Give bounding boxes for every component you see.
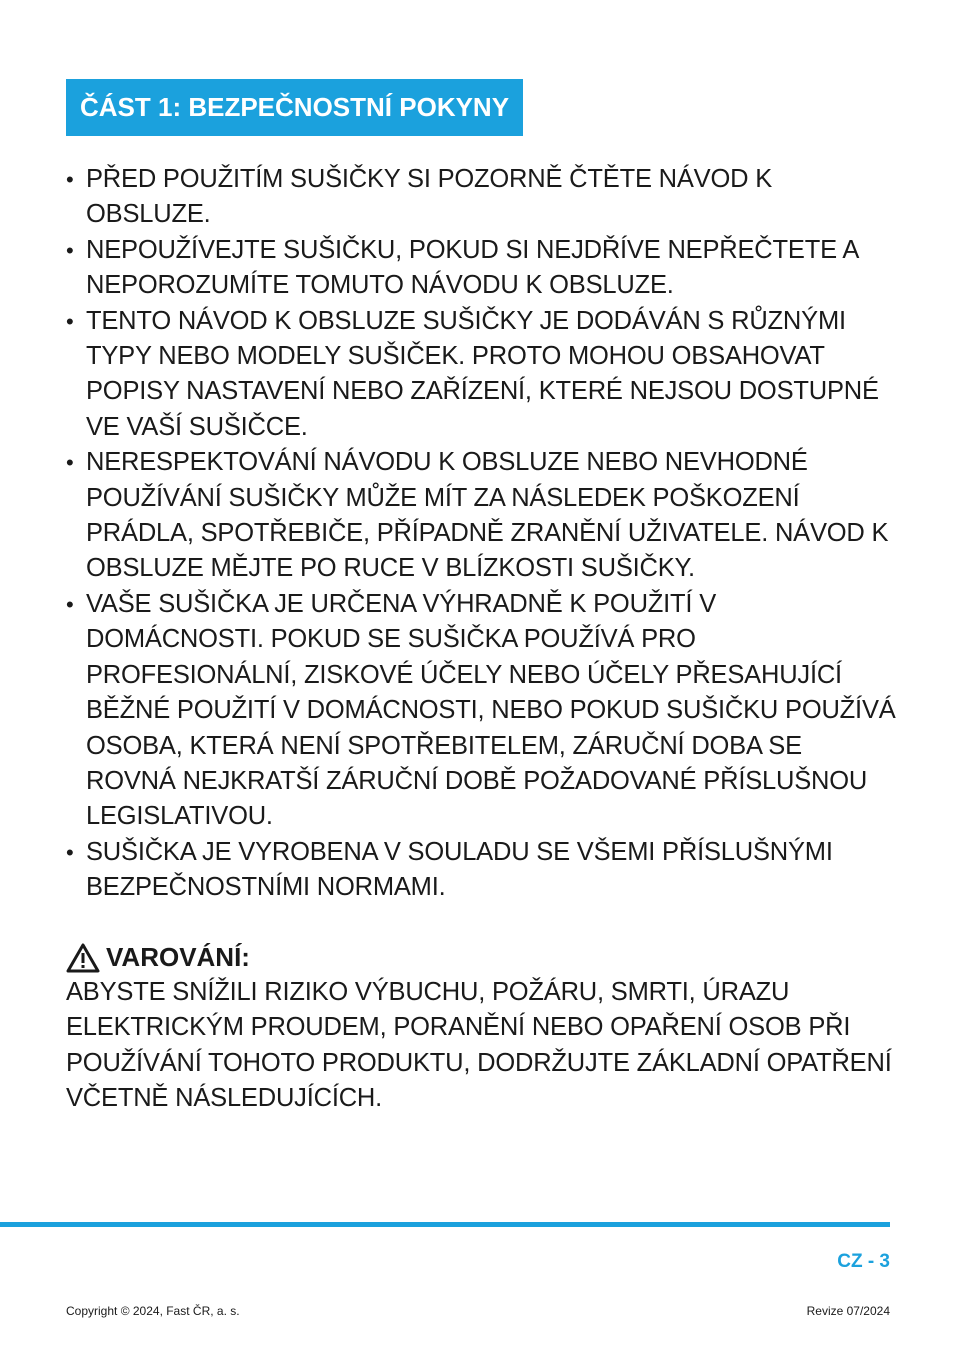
bullet-point: • xyxy=(66,450,74,476)
bullet-point: • xyxy=(66,839,74,865)
warning-title: VAROVÁNÍ: xyxy=(106,942,250,972)
copyright-text: Copyright © 2024, Fast ČR, a. s. xyxy=(66,1304,240,1318)
list-item-text: PŘED POUŽITÍM SUŠIČKY SI POZORNĚ ČTĚTE NÁVOD K OBSLUZE. xyxy=(86,165,773,229)
list-item-text: NERESPEKTOVÁNÍ NÁVODU K OBSLUZE NEBO NEVHODNÉ POUŽÍVÁNÍ SUŠIČKY MŮŽE MÍT ZA NÁSLEDEK POŠKOZENÍ PRÁDLA, SPOTŘEBIČE, PŘÍPADNĚ ZRANĚNÍ UŽIVATELE. NÁVOD K OBSLUZE MĚJTE PO RUCE V BLÍZKOSTI SUŠIČKY. xyxy=(86,448,889,583)
list-item xyxy=(66,162,896,233)
list-item xyxy=(66,835,896,906)
bullet-point: • xyxy=(66,237,74,263)
list-item xyxy=(66,445,896,587)
footer-divider xyxy=(0,1222,890,1227)
safety-instructions-list xyxy=(66,162,896,906)
list-item-text: NEPOUŽÍVEJTE SUŠIČKU, POKUD SI NEJDŘÍVE NEPŘEČTETE A NEPOROZUMÍTE TOMUTO NÁVODU K OBSLUZE. xyxy=(86,235,858,300)
list-item-text: VAŠE SUŠIČKA JE URČENA VÝHRADNĚ K POUŽITÍ V DOMÁCNOSTI. POKUD SE SUŠIČKA POUŽÍVÁ PRO PROFESIONÁLNÍ, ZISKOVÉ ÚČELY NEBO ÚČELY PŘESAHUJÍCÍ BĚŽNÉ POUŽITÍ V DOMÁCNOSTI, NEBO POKUD SUŠIČKU POUŽÍVÁ OSOBA, KTERÁ NENÍ SPOTŘEBITELEM, ZÁRUČNÍ DOBA SE ROVNÁ NEJKRATŠÍ ZÁRUČNÍ DOBĚ POŽADOVANÉ PŘÍSLUŠNOU LEGISLATIVOU. xyxy=(86,589,896,831)
list-item xyxy=(66,233,896,304)
list-item-text: TENTO NÁVOD K OBSLUZE SUŠIČKY JE DODÁVÁN S RŮZNÝMI TYPY NEBO MODELY SUŠIČEK. PROTO MOHOU OBSAHOVAT POPISY NASTAVENÍ NEBO ZAŘÍZENÍ, KTERÉ NEJSOU DOSTUPNÉ VE VAŠÍ SUŠIČCE. xyxy=(86,306,879,441)
warning-heading xyxy=(66,940,896,975)
warning-triangle-icon xyxy=(66,943,100,973)
list-item xyxy=(66,304,896,446)
revision-text: Revize 07/2024 xyxy=(806,1304,890,1318)
bullet-point: • xyxy=(66,167,74,192)
list-item xyxy=(66,587,896,835)
page-number: CZ - 3 xyxy=(837,1251,890,1272)
list-item-text: SUŠIČKA JE VYROBENA V SOULADU SE VŠEMI PŘÍSLUŠNÝMI BEZPEČNOSTNÍMI NORMAMI. xyxy=(86,837,833,902)
warning-block xyxy=(66,940,896,1117)
section-title: ČÁST 1: BEZPEČNOSTNÍ POKYNY xyxy=(66,79,523,136)
bullet-point: • xyxy=(66,591,74,617)
warning-text: ABYSTE SNÍŽILI RIZIKO VÝBUCHU, POŽÁRU, SMRTI, ÚRAZU ELEKTRICKÝM PROUDEM, PORANĚNÍ NEBO OPAŘENÍ OSOB PŘI POUŽÍVÁNÍ TOHOTO PRODUKTU, DODRŽUJTE ZÁKLADNÍ OPATŘENÍ VČETNĚ NÁSLEDUJÍCÍCH. xyxy=(66,978,892,1113)
bullet-point: • xyxy=(66,308,74,334)
